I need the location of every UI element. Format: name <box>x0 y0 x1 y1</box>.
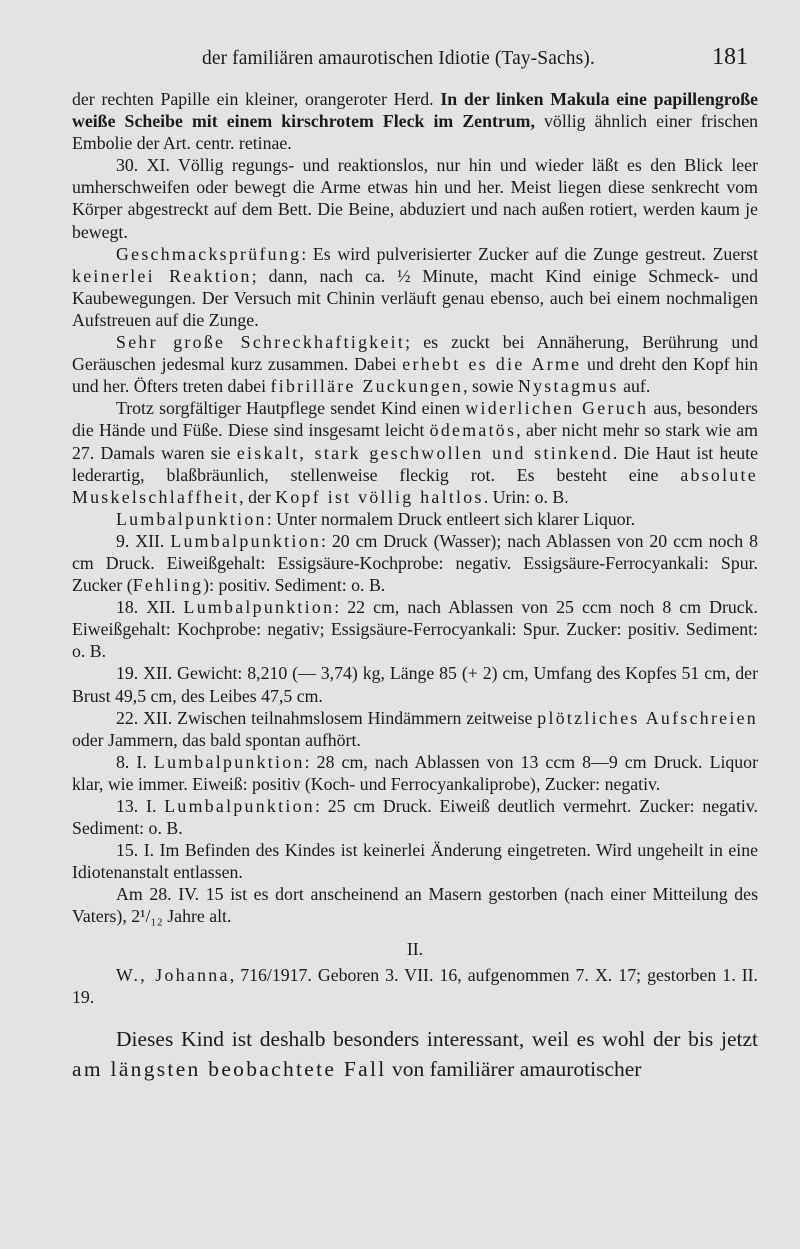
running-title: der familiären amaurotischen Idiotie (Tay-Sachs). <box>202 48 595 69</box>
paragraph <box>72 243 758 331</box>
paragraph <box>72 154 758 242</box>
paragraph <box>72 397 758 507</box>
spaced-emphasis: plötzliches Aufschreien <box>537 707 758 728</box>
spaced-emphasis: fibrilläre Zuckungen <box>270 376 464 397</box>
paragraph <box>72 662 758 706</box>
section-numeral: II. <box>406 938 424 959</box>
text-run: der rechten Papille ein kleiner, orangeroter Herd. <box>72 89 441 109</box>
spaced-emphasis: Kopf ist völlig haltlos <box>275 486 484 507</box>
spaced-emphasis: Lumbalpunktion <box>183 597 335 618</box>
spaced-emphasis: erhebt es die Arme <box>402 354 582 375</box>
text-run: Dieses Kind ist deshalb besonders interessant, weil es wohl der bis jetzt <box>116 1026 758 1051</box>
text-run: : 22 cm, nach Ablassen von 25 ccm noch 8 cm Druck. Eiweißgehalt: Kochprobe: negativ; Essigsäure-Ferrocyankali: Spur. Zucker: positiv. Sediment: o. B. <box>72 597 758 662</box>
paragraph <box>72 795 758 839</box>
text-run: 13. I. <box>116 796 165 816</box>
page-header <box>72 44 758 78</box>
text-run: 9. XII. <box>116 530 171 551</box>
spaced-emphasis: Sehr große Schreckhaftigkeit <box>116 332 406 353</box>
text-run: oder Jammern, das bald spontan aufhört. <box>72 729 361 750</box>
spaced-emphasis: keinerlei Reaktion <box>72 265 252 286</box>
text-run: . Die Haut ist heute lederartig, blaßbräunlich, stellenweise fleckig rot. Es besteht eine <box>72 442 758 485</box>
text-run: 30. XI. Völlig regungs- und reaktionslos, nur hin und wieder läßt es den Blick leer umherschweifen oder bewegt die Arme etwas hin und her. Meist liegen diese senkrecht vom Körper abgestreckt auf dem Bett. Die Beine, abduziert und nach außen rotiert, werden kaum je bewegt. <box>72 155 758 242</box>
text-run: 22. XII. Zwischen teilnahmslosem Hindämmern zeitweise <box>116 707 538 728</box>
text-run: und dreht den Kopf hin und her. Öfters treten dabei <box>72 354 759 397</box>
paragraph <box>72 707 758 751</box>
text-run: 8. I. <box>116 751 154 772</box>
paragraph <box>72 508 758 530</box>
text-run: , der <box>239 486 276 507</box>
paragraph <box>72 839 758 883</box>
text-run: auf. <box>618 376 651 397</box>
spaced-emphasis: Lumbalpunktion <box>153 751 305 772</box>
text-run: völlig ähnlich einer frischen Embolie der Art. centr. retinae. <box>72 111 759 154</box>
body-text <box>72 88 758 1084</box>
text-run: , aber nicht mehr so stark wie am 27. Damals waren sie <box>72 420 758 463</box>
text-run: Am 28. IV. 15 ist es dort anscheinend an Masern gestorben (nach einer Mitteilung des Vaters), 2¹/₁₂ Jahre alt. <box>72 884 758 927</box>
closing-paragraph <box>72 1024 758 1084</box>
text-run: ; es zuckt bei Annäherung, Berührung und Geräuschen jedesmal kurz zusammen. Dabei <box>72 332 758 375</box>
paragraph <box>72 88 758 154</box>
spaced-emphasis: Geschmacksprüfung <box>116 243 302 264</box>
text-run: : Unter normalem Druck entleert sich klarer Liquor. <box>266 508 636 529</box>
spaced-emphasis: ödematös <box>429 420 517 441</box>
text-run: 19. XII. Gewicht: 8,210 (— 3,74) kg, Länge 85 (+ 2) cm, Umfang des Kopfes 51 cm, der Brust 49,5 cm, des Leibes 47,5 cm. <box>72 663 758 706</box>
text-run: 15. I. Im Befinden des Kindes ist keinerlei Änderung eingetreten. Wird ungeheilt in eine Idiotenanstalt entlassen. <box>72 840 758 883</box>
paragraph <box>72 751 758 795</box>
text-run: ): positiv. Sediment: o. B. <box>203 575 386 596</box>
spaced-emphasis: eiskalt, stark geschwollen und stinkend <box>236 442 613 463</box>
text-run: . Urin: o. B. <box>483 486 569 507</box>
spaced-emphasis: am längsten beobachtete Fall <box>72 1056 387 1081</box>
text-run: aus, besonders die Hände und Füße. Diese sind insgesamt leicht <box>72 398 758 441</box>
spaced-emphasis: Lumbalpunktion <box>164 796 315 816</box>
spaced-emphasis: widerlichen Geruch <box>465 398 649 419</box>
spaced-emphasis: Fehling <box>132 575 204 596</box>
text-run: ; dann, nach ca. ½ Minute, macht Kind einige Schmeck- und Kaubewegungen. Der Versuch mit Chinin verläuft genau ebenso, auch bei einem nochmaligen Aufstreuen auf die Zunge. <box>72 265 758 330</box>
spaced-emphasis: Lumbalpunktion <box>170 530 322 551</box>
case-heading-paragraph <box>72 964 758 1008</box>
paragraph-list <box>72 88 758 928</box>
paragraph <box>72 331 758 397</box>
text-run: von familiärer amaurotischer <box>386 1056 642 1081</box>
spaced-emphasis: W., Johanna <box>116 964 230 985</box>
text-run: 18. XII. <box>116 597 184 618</box>
text-run: : Es wird pulverisierter Zucker auf die Zunge gestreut. Zuerst <box>301 243 758 264</box>
text-run: : 25 cm Druck. Eiweiß deutlich vermehrt. Zucker: negativ. Sediment: o. B. <box>72 796 759 839</box>
spaced-emphasis: Nystagmus <box>517 376 619 397</box>
page-number: 181 <box>712 44 748 70</box>
spaced-emphasis: Lumbalpunktion <box>116 508 267 529</box>
spaced-emphasis: absolute Muskelschlaffheit <box>72 464 758 507</box>
text-run: : 28 cm, nach Ablassen von 13 ccm 8—9 cm Druck. Liquor klar, wie immer. Eiweiß: positiv (Koch- und Ferrocyankaliprobe), Zucker: negativ. <box>72 751 758 794</box>
paragraph <box>72 530 758 596</box>
text-run: : 20 cm Druck (Wasser); nach Ablassen von 20 ccm noch 8 cm Druck. Eiweißgehalt: Essigsäure-Kochprobe: negativ. Essigsäure-Ferrocyankali: Spur. Zucker ( <box>72 530 759 596</box>
text-run: , sowie <box>463 376 518 397</box>
text-run: Trotz sorgfältiger Hautpflege sendet Kind einen <box>116 398 466 419</box>
text-run: , 716/1917. Geboren 3. VII. 16, aufgenommen 7. X. 17; gestorben 1. II. 19. <box>72 964 758 1007</box>
paragraph <box>72 596 758 662</box>
bold-emphasis: In der linken Makula eine papillengroße weiße Scheibe mit einem kirschrotem Fleck im Zentrum, <box>72 89 758 132</box>
paragraph <box>72 883 758 927</box>
